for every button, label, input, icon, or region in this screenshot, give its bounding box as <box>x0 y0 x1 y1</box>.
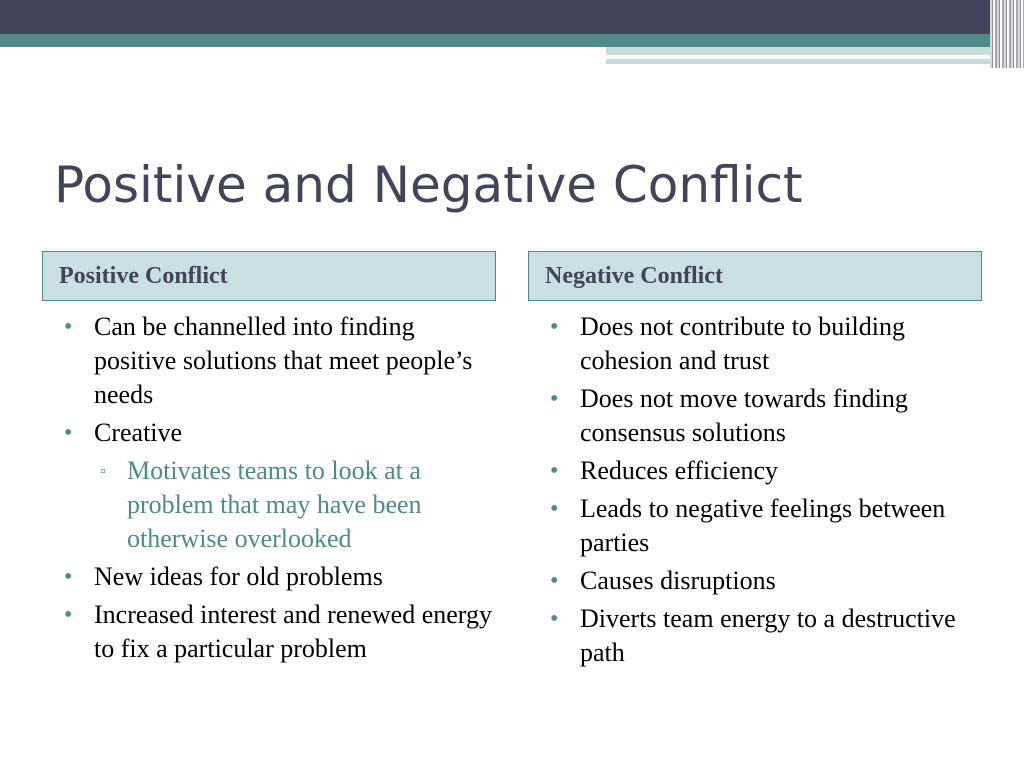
positive-conflict-header: Positive Conflict <box>42 251 496 301</box>
list-item <box>550 310 980 378</box>
bullet-icon: • <box>550 458 559 484</box>
list-item <box>64 598 494 666</box>
list-item-text: Creative <box>94 418 183 447</box>
bullet-icon: • <box>64 602 73 628</box>
top-light-bar-thin <box>606 59 1024 64</box>
list-item <box>64 310 494 412</box>
top-highlight-line <box>826 56 950 58</box>
sub-list-item <box>64 454 494 556</box>
top-teal-bar <box>0 34 1024 47</box>
bullet-icon: • <box>64 314 73 340</box>
list-item <box>64 560 494 594</box>
bullet-icon: • <box>64 564 73 590</box>
bullet-icon: • <box>550 496 559 522</box>
list-item <box>550 492 980 560</box>
list-item <box>550 602 980 670</box>
bullet-icon: • <box>550 606 559 632</box>
list-item-text: Increased interest and renewed energy to fix a particular problem <box>94 600 492 663</box>
corner-stripes <box>990 0 1024 68</box>
list-item-text: Diverts team energy to a destructive path <box>580 604 956 667</box>
bullet-icon: • <box>550 314 559 340</box>
bullet-icon: • <box>550 568 559 594</box>
list-item-text: Leads to negative feelings between parties <box>580 494 946 557</box>
bullet-icon: • <box>64 420 73 446</box>
negative-conflict-list <box>550 310 980 674</box>
list-item-text: Motivates teams to look at a problem that may have been otherwise overlooked <box>127 456 422 553</box>
list-item <box>550 382 980 450</box>
list-item <box>64 416 494 450</box>
list-item-text: Causes disruptions <box>580 566 776 595</box>
bullet-icon: • <box>550 386 559 412</box>
square-bullet-icon: ▫ <box>100 463 106 480</box>
list-item-text: Does not contribute to building cohesion and trust <box>580 312 905 375</box>
positive-conflict-list <box>64 310 494 670</box>
list-item-text: Reduces efficiency <box>580 456 779 485</box>
list-item-text: New ideas for old problems <box>94 562 383 591</box>
list-item-text: Does not move towards finding consensus solutions <box>580 384 908 447</box>
negative-conflict-header: Negative Conflict <box>528 251 982 301</box>
top-dark-bar <box>0 0 1024 34</box>
top-light-bar <box>606 47 1024 55</box>
list-item-text: Can be channelled into finding positive solutions that meet people’s needs <box>94 312 473 409</box>
list-item <box>550 454 980 488</box>
slide-title: Positive and Negative Conflict <box>54 156 803 214</box>
list-item <box>550 564 980 598</box>
